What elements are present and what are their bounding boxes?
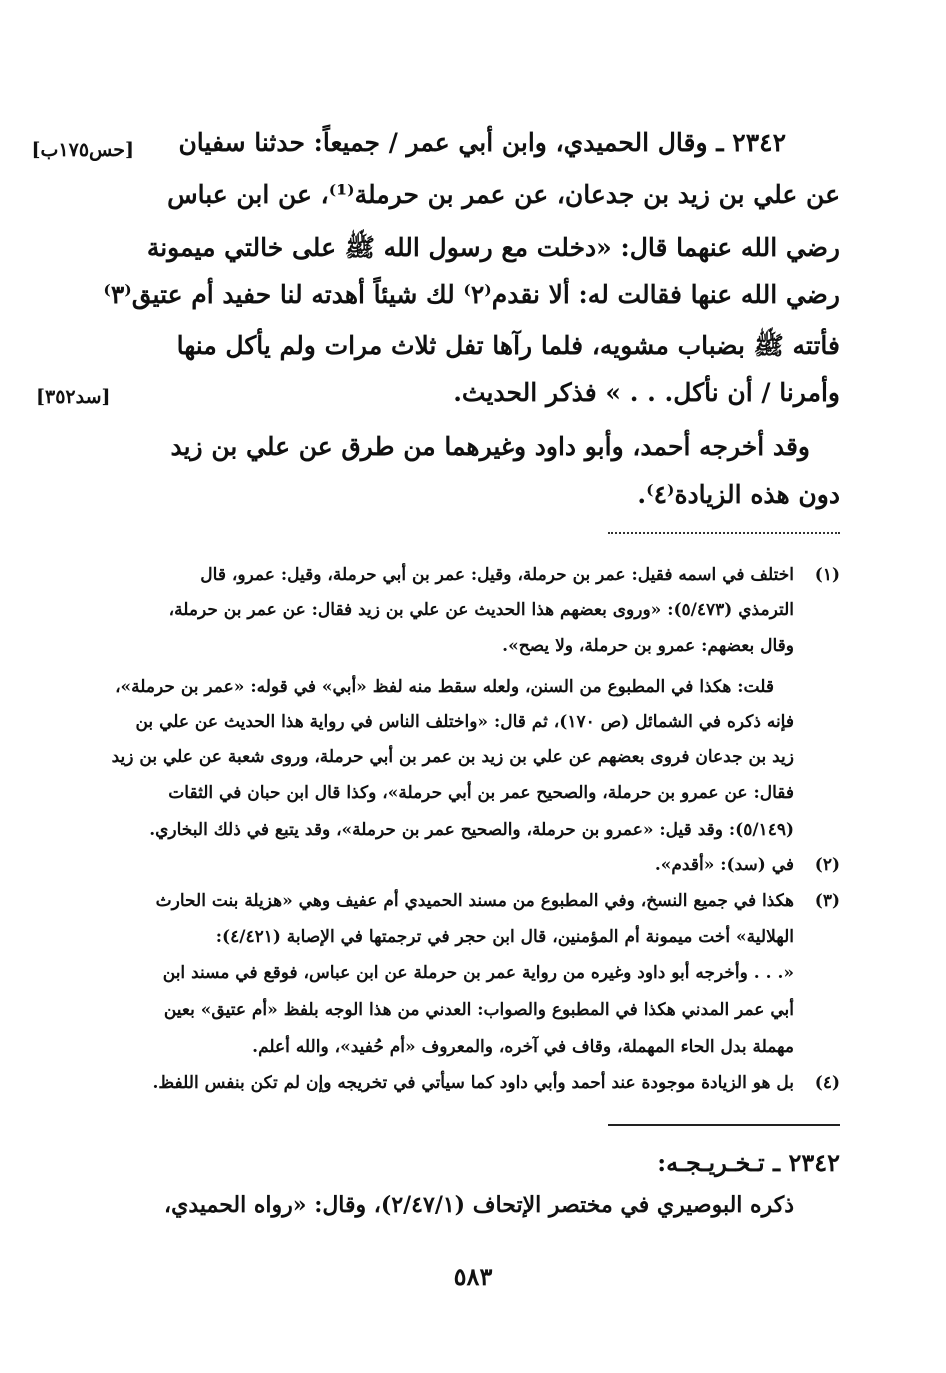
footnote-line: بل هو الزيادة موجودة عند أحمد وأبي داود كما سيأتي في تخريجه وإن لم تكن بنفس اللفظ. <box>152 1073 794 1093</box>
main-text-line: دون هذه الزيادة⁽٤⁾. <box>637 480 840 509</box>
footnote-number: (٢) <box>814 855 840 875</box>
footnote-line: «. . . وأخرجه أبو داود وغيره من رواية عمر بن حرملة عن ابن عباس، فوقع في مسند ابن <box>162 963 794 983</box>
footnote-line: (٥/١٤٩): وقد قيل: «عمرو بن حرملة، والصحيح عمر بن حرملة»، وقد يتبع في ذلك البخاري. <box>149 820 794 840</box>
footnote-line: وقال بعضهم: عمرو بن حرملة، ولا يصح». <box>502 636 794 656</box>
section-rule <box>608 1124 840 1126</box>
main-text-line: ٢٣٤٢ ـ وقال الحميدي، وابن أبي عمر / جميعاً: حدثنا سفيان <box>178 128 786 157</box>
main-text-line: فأتته ﷺ بضباب مشويه، فلما رآها تفل ثلاث مرات ولم يأكل منها <box>176 331 840 360</box>
takhrij-heading: ٢٣٤٢ ـ تـخـريـجـه: <box>657 1148 840 1177</box>
footnote-line: فإنه ذكره في الشمائل (ص ١٧٠)، ثم قال: «واختلف الناس في رواية هذا الحديث عن علي بن <box>135 712 794 732</box>
main-text-line: عن علي بن زيد بن جدعان، عن عمر بن حرملة⁽¹⁾، عن ابن عباس <box>167 180 840 209</box>
footnote-number: (٤) <box>814 1073 840 1093</box>
footnote-line: اختلف في اسمه فقيل: عمر بن حرملة، وقيل: عمر بن أبي حرملة، وقيل: عمرو، قال <box>200 565 794 585</box>
main-text-line: وقد أخرجه أحمد، وأبو داود وغيرهما من طرق عن علي بن زيد <box>170 432 810 461</box>
main-text-line: رضي الله عنهما قال: «دخلت مع رسول الله ﷺ على خالتي ميمونة <box>146 233 840 262</box>
footnote-number: (١) <box>814 565 840 585</box>
footnote-line: الهلالية» أخت ميمونة أم المؤمنين، قال ابن حجر في ترجمتها في الإصابة (٤/٤٢١): <box>215 927 794 947</box>
main-text-line: وأمرنا / أن نأكل. . . » فذكر الحديث. <box>453 378 840 407</box>
footnote-line: زيد بن جدعان فروى بعضهم عن علي بن زيد بن عمر بن أبي حرملة، وروى شعبة عن علي بن زيد <box>111 747 794 767</box>
main-text-line: رضي الله عنها فقالت له: ألا نقدم⁽٢⁾ لك شيئاً أهدته لنا حفيد أم عتيق⁽٣⁾ <box>103 280 840 309</box>
takhrij-line: ذكره البوصيري في مختصر الإتحاف (٢/٤٧/١)، وقال: «رواه الحميدي، <box>164 1192 794 1218</box>
footnote-line: هكذا في جميع النسخ، وفي المطبوع من مسند الحميدي أم عفيف وهي «هزيلة بنت الحارث <box>155 891 794 911</box>
margin-note: [حس١٧٥ب] <box>31 139 134 161</box>
footnote-line: فقال: عن عمرو بن حرملة، والصحيح عمر بن أبي حرملة»، وكذا قال ابن حبان في الثقات <box>168 783 794 803</box>
footnote-line: أبي عمر المدني هكذا في المطبوع والصواب: العدني من هذا الوجه بلفظ «أم عتيق» بعين <box>163 1000 794 1020</box>
footnote-line: الترمذي (٥/٤٧٣): «وروى بعضهم هذا الحديث عن علي بن زيد فقال: عن عمر بن حرملة، <box>168 600 794 620</box>
page-number: ٥٨٣ <box>453 1262 493 1291</box>
footnote-line: في (سد): «أقدم». <box>654 855 794 875</box>
footnote-line: قلت: هكذا في المطبوع من السنن، ولعله سقط منه لفظ «أبي» في قوله: «عمر بن حرملة»، <box>115 677 774 697</box>
margin-note: [سد٣٥٢] <box>36 386 111 408</box>
footnote-separator <box>608 532 840 534</box>
footnote-number: (٣) <box>814 891 840 911</box>
footnote-line: مهملة بدل الحاء المهملة، وقاف في آخره، والمعروف «أم حُفيد»، والله أعلم. <box>252 1037 794 1057</box>
